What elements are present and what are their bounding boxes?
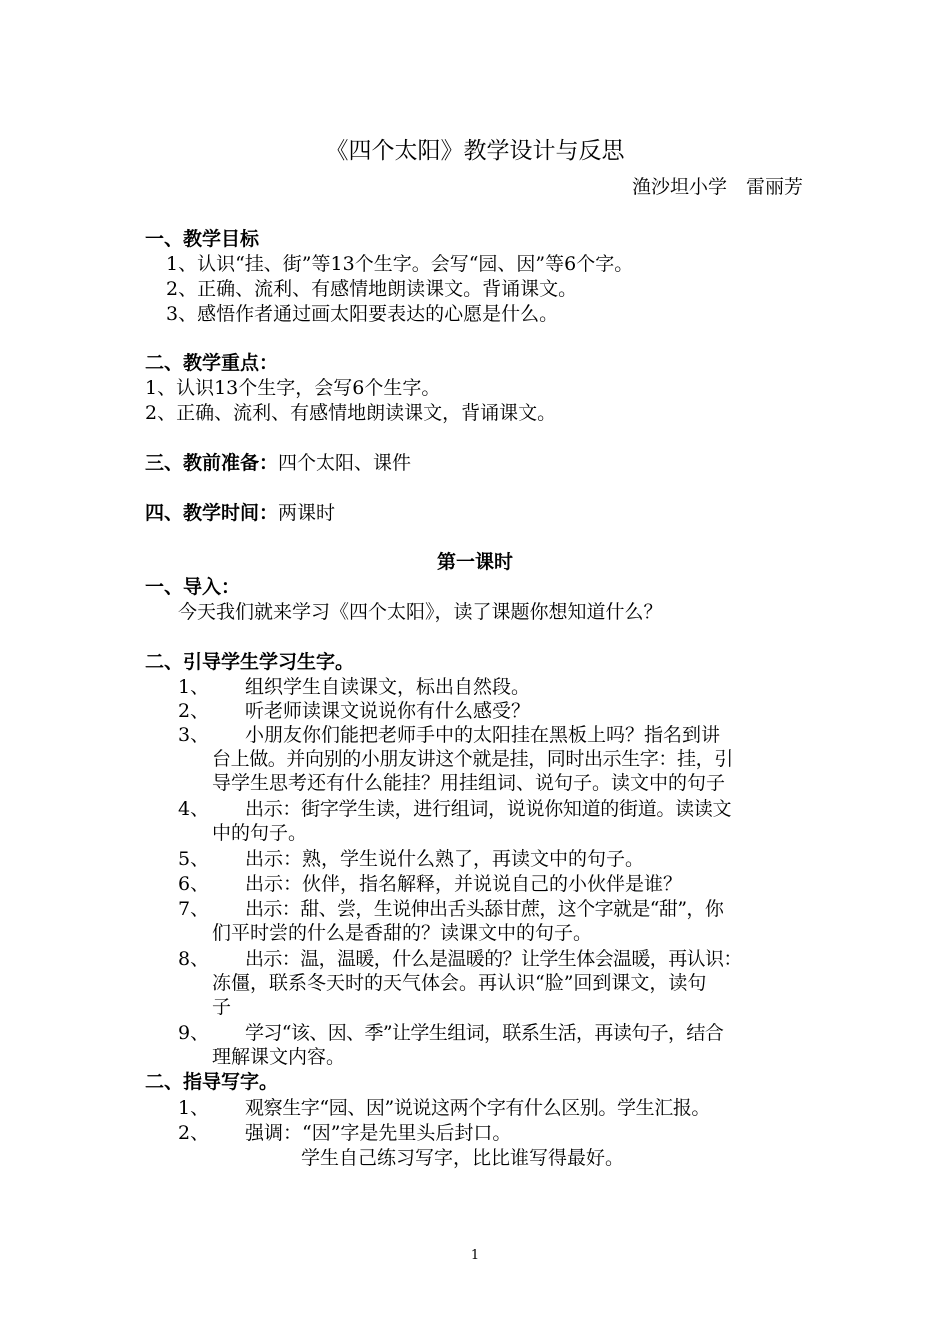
time-line [145,501,335,525]
page-number: 1 [470,1248,480,1263]
step-text-continued: 冻僵，联系冬天时的天气体会。再认识“脸”回到课文，读句 [212,972,707,994]
step-text: 出示：熟，学生说什么熟了，再读文中的句子。 [245,848,645,870]
step-number: 6、 [178,873,210,895]
step-number: 7、 [178,898,210,920]
keypoint-item: 2、正确、流利、有感情地朗读课文，背诵课文。 [145,402,557,424]
step-text: 组织学生自读课文，标出自然段。 [245,676,531,698]
keypoint-item: 1、认识13个生字，会写6个生字。 [145,377,441,399]
step-text: 小朋友你们能把老师手中的太阳挂在黑板上吗？指名到讲 [245,724,721,746]
preparation-heading: 三、教前准备： [145,452,279,474]
step-number: 1、 [178,676,210,698]
preparation-text: 四个太阳、课件 [278,452,412,474]
step-text: 观察生字“园、因”说说这两个字有什么区别。学生汇报。 [245,1097,711,1119]
step-text: 听老师读课文说说你有什么感受？ [245,700,531,722]
step-text: 出示：伙伴，指名解释，并说说自己的小伙伴是谁？ [245,873,683,895]
step-text: 出示：温，温暖，什么是温暖的？让学生体会温暖，再认识： [245,948,742,970]
intro-text: 今天我们就来学习《四个太阳》，读了课题你想知道什么？ [178,601,663,623]
goal-item: 3、感悟作者通过画太阳要表达的心愿是什么。 [166,303,559,325]
goal-item: 2、正确、流利、有感情地朗读课文。背诵课文。 [166,278,578,300]
step-number: 8、 [178,948,210,970]
author-line: 渔沙坦小学 雷丽芳 [631,176,803,198]
step-text-continued: 子 [212,996,232,1018]
preparation-line [145,451,411,475]
lesson-heading: 第一课时 [436,551,513,573]
step-text: 出示：甜、尝，生说伸出舌头舔甘蔗，这个字就是“甜”，你 [245,898,724,920]
step-text-continued: 导学生思考还有什么能挂？用挂组词、说句子。读文中的句子 [212,772,726,794]
document-title: 《四个太阳》教学设计与反思 [325,138,625,164]
writing-closing: 学生自己练习写字，比比谁写得最好。 [301,1147,625,1169]
step-number: 2、 [178,1122,210,1144]
writing-heading: 二、指导写字。 [145,1071,279,1093]
step-number: 5、 [178,848,210,870]
step-text-continued: 中的句子。 [212,822,308,844]
goal-item: 1、认识“挂、街”等13个生字。会写“园、因”等6个字。 [166,253,634,275]
keypoints-heading: 二、教学重点： [145,352,279,374]
step-number: 1、 [178,1097,210,1119]
step-number: 3、 [178,724,210,746]
intro-heading: 一、导入： [145,576,241,598]
step-number: 4、 [178,798,210,820]
step-text: 强调：“因”字是先里头后封口。 [245,1122,512,1144]
time-text: 两课时 [278,502,336,524]
step-number: 9、 [178,1022,210,1044]
step-text: 出示：街字学生读，进行组词，说说你知道的街道。读读文 [245,798,732,820]
time-heading: 四、教学时间： [145,502,279,524]
step-text-continued: 台上做。并向别的小朋友讲这个就是挂，同时出示生字：挂，引 [212,748,733,770]
goals-heading: 一、教学目标 [145,228,260,250]
guide-heading: 二、引导学生学习生字。 [145,651,355,673]
step-text: 学习“该、因、季”让学生组词，联系生活，再读句子，结合 [245,1022,724,1044]
step-number: 2、 [178,700,210,722]
step-text-continued: 理解课文内容。 [212,1046,346,1068]
step-text-continued: 们平时尝的什么是香甜的？读课文中的句子。 [212,922,593,944]
